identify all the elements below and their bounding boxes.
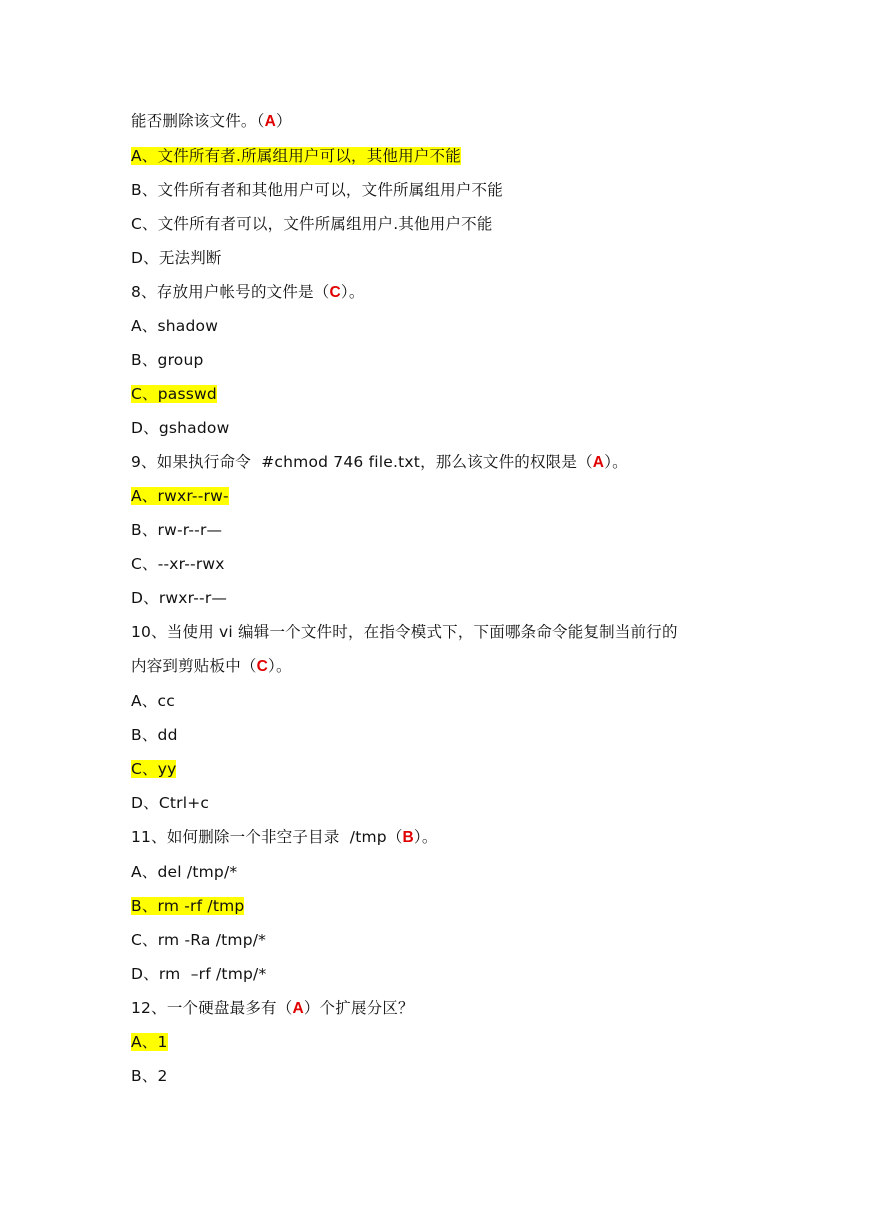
correct-option-line [131,145,461,167]
question-line [131,110,292,132]
line-text: D、gshadow [131,419,230,437]
line-text: D、无法判断 [131,249,222,267]
question-suffix: ） [275,112,292,130]
option-line [131,553,225,575]
question-text [131,112,292,130]
line-text: A、cc [131,692,175,710]
line-text: B、dd [131,726,178,744]
question-suffix: ）个扩展分区？ [303,999,414,1017]
question-text [131,999,414,1017]
question-text [131,283,365,301]
line-text: 10、当使用 vi 编辑一个文件时，在指令模式下，下面哪条命令能复制当前行的 [131,623,678,641]
option-line [131,315,218,337]
option-line [131,792,209,814]
answer-letter: A [264,113,276,130]
question-prefix: 12、一个硬盘最多有（ [131,999,293,1017]
line-text: D、rm –rf /tmp/* [131,965,267,983]
line-text: B、2 [131,1067,168,1085]
option-line [131,179,503,201]
option-line [131,587,227,609]
question-suffix: ）。 [604,453,628,471]
highlighted-option-text: C、passwd [131,385,217,403]
highlighted-option-text: B、rm -rf /tmp [131,897,245,915]
answer-letter: C [329,284,341,301]
correct-option-line [131,895,244,917]
option-line [131,213,493,235]
highlighted-option-text: A、rwxr--rw- [131,487,229,505]
option-line [131,417,229,439]
question-line [131,281,365,303]
line-text: B、group [131,351,204,369]
option-line [131,621,678,643]
line-text: B、rw-r--r— [131,521,223,539]
question-text [131,453,628,471]
correct-option-line [131,383,217,405]
line-text: C、--xr--rwx [131,555,225,573]
question-prefix: 能否删除该文件。（ [131,112,265,130]
question-line [131,826,438,848]
option-line [131,861,237,883]
question-prefix: 8、存放用户帐号的文件是（ [131,283,330,301]
question-text [131,657,292,675]
question-line [131,997,414,1019]
correct-option-line [131,1031,168,1053]
question-line [131,655,292,677]
question-text [131,828,438,846]
option-line [131,349,204,371]
line-text: A、del /tmp/* [131,863,238,881]
question-prefix: 内容到剪贴板中（ [131,657,257,675]
option-line [131,519,222,541]
correct-option-line [131,758,176,780]
option-line [131,247,222,269]
answer-letter: B [402,829,414,846]
option-line [131,690,175,712]
answer-letter: C [256,658,269,675]
option-line [131,963,266,985]
highlighted-option-text: A、文件所有者.所属组用户可以，其他用户不能 [131,147,461,165]
question-prefix: 9、如果执行命令 #chmod 746 file.txt，那么该文件的权限是（ [131,453,593,471]
line-text: D、rwxr--r— [131,589,228,607]
line-text: D、Ctrl+c [131,794,210,812]
question-prefix: 11、如何删除一个非空子目录 /tmp（ [131,828,403,846]
line-text: C、rm -Ra /tmp/* [131,931,267,949]
option-line [131,1065,168,1087]
correct-option-line [131,485,229,507]
line-text: A、shadow [131,317,219,335]
option-line [131,724,178,746]
option-line [131,929,266,951]
question-line [131,451,628,473]
line-text: C、文件所有者可以，文件所属组用户.其他用户不能 [131,215,493,233]
answer-letter: A [592,454,605,471]
highlighted-option-text: A、1 [131,1033,168,1051]
line-text: B、文件所有者和其他用户可以，文件所属组用户不能 [131,181,503,199]
answer-letter: A [292,1000,304,1017]
highlighted-option-text: C、yy [131,760,177,778]
question-suffix: ）。 [268,657,292,675]
question-suffix: ）。 [340,283,365,301]
question-suffix: ）。 [413,828,438,846]
